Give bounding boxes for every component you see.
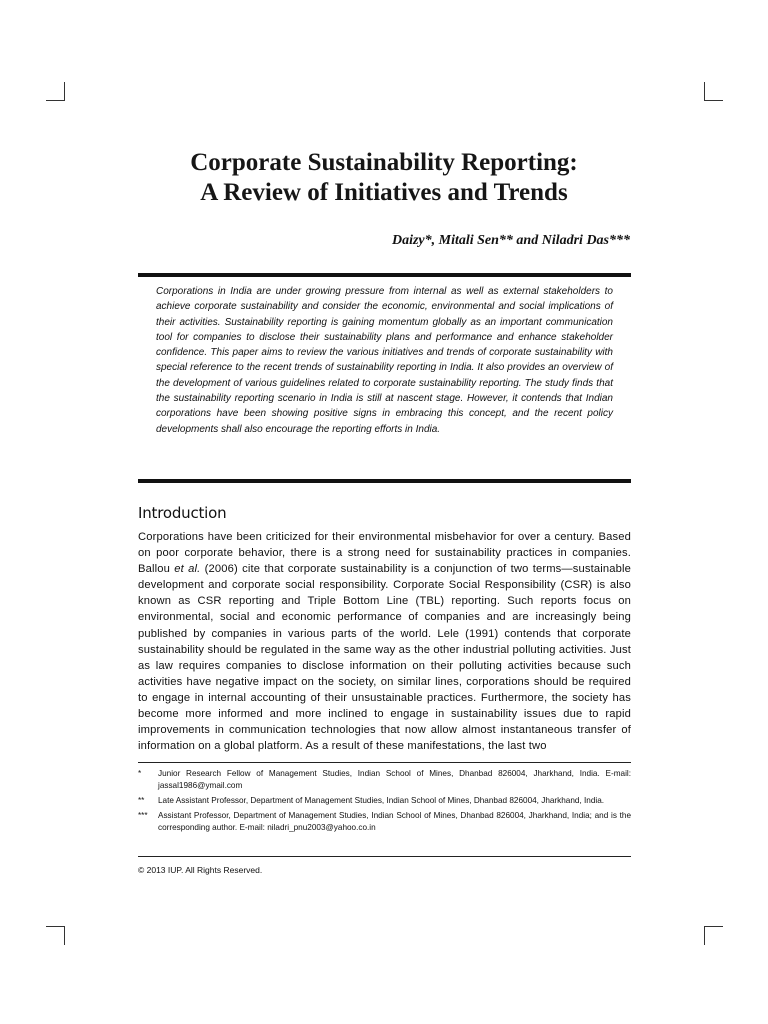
- abstract-bottom-rule: [138, 479, 631, 483]
- introduction-paragraph: [138, 529, 631, 754]
- footnotes: [138, 768, 631, 837]
- paper-title: [110, 148, 658, 208]
- footnote-text: Assistant Professor, Department of Management Studies, Indian School of Mines, Dhanbad 826004, Jharkhand, India; and is the corresponding author. E-mail: niladri_pnu2003@yahoo.co.in: [158, 811, 631, 832]
- crop-mark-top-right: [704, 82, 723, 101]
- paper-title-line-1: Corporate Sustainability Reporting:: [190, 149, 578, 176]
- footnote-rule: [138, 762, 631, 763]
- crop-mark-bottom-right: [704, 926, 723, 945]
- crop-mark-bottom-left: [46, 926, 65, 945]
- footnote: [138, 768, 631, 792]
- footnote-mark: *: [138, 769, 142, 778]
- abstract-text: Corporations in India are under growing pressure from internal as well as external stakeholders to achieve corporate sustainability and consider the economic, environmental and social implications of their activities. Sustainability reporting is gaining momentum globally as an important communication tool for companies to disclose their sustainability plans and performance and enhance stakeholder confidence. This paper aims to review the various initiatives and trends of corporate sustainability with special reference to the recent trends of sustainability reporting in India. It also provides an overview of the development of various guidelines related to corporate sustainability reporting. The study finds that the sustainability reporting scenario in India is still at nascent stage. However, it contends that Indian corporations have been showing positive signs in embracing this concept, and the recent policy developments shall also encourage the reporting efforts in India.: [156, 286, 613, 435]
- crop-mark-top-left: [46, 82, 65, 101]
- author-list: Daizy*, Mitali Sen** and Niladri Das***: [391, 233, 630, 248]
- footnote: [138, 810, 631, 834]
- copyright-rule: [138, 856, 631, 857]
- abstract-top-rule: [138, 273, 631, 277]
- paper-title-line-2: A Review of Initiatives and Trends: [200, 179, 568, 206]
- introduction-text-part-2: (2006) cite that corporate sustainability is a conjunction of two terms—sustainable development and corporate social responsibility. Corporate Social Responsibility (CSR) is also known as CSR reporting and Triple Bottom Line (TBL) reporting. Such reports focus on environmental, social and economic performance of companies and are increasingly being published by companies in various parts of the world. Lele (1991) contends that corporate sustainability should be regulated in the same way as the other industrial polluting activities. Just as law requires companies to disclose information on their polluting activities because such activities have negative impact on the society, on similar lines, corporations should be required to engage in internal accounting of their unsustainable practices. Furthermore, the society has become more informed and more inclined to engage in sustainability issues due to rapid improvements in communication technologies that now allow almost instantaneous transfer of information on a global platform. As a result of these manifestations, the last two: [138, 563, 632, 753]
- copyright-notice: © 2013 IUP. All Rights Reserved.: [138, 865, 263, 875]
- et-al-italic: et al.: [174, 563, 201, 576]
- footnote: [138, 795, 631, 807]
- footnote-mark: ***: [138, 811, 148, 820]
- introduction-text-part-1: Corporations have been criticized for their environmental misbehavior for over a century. Based on poor corporate behavior, there is a strong need for sustainability practices in companies. Ballou: [138, 531, 631, 576]
- footnote-text: Junior Research Fellow of Management Studies, Indian School of Mines, Dhanbad 826004, Jharkhand, India. E-mail: jassal1986@ymail.com: [158, 769, 631, 790]
- footnote-text: Late Assistant Professor, Department of Management Studies, Indian School of Mines, Dhanbad 826004, Jharkhand, India.: [158, 796, 605, 805]
- section-heading-introduction: Introduction: [138, 504, 227, 522]
- footnote-mark: **: [138, 796, 145, 805]
